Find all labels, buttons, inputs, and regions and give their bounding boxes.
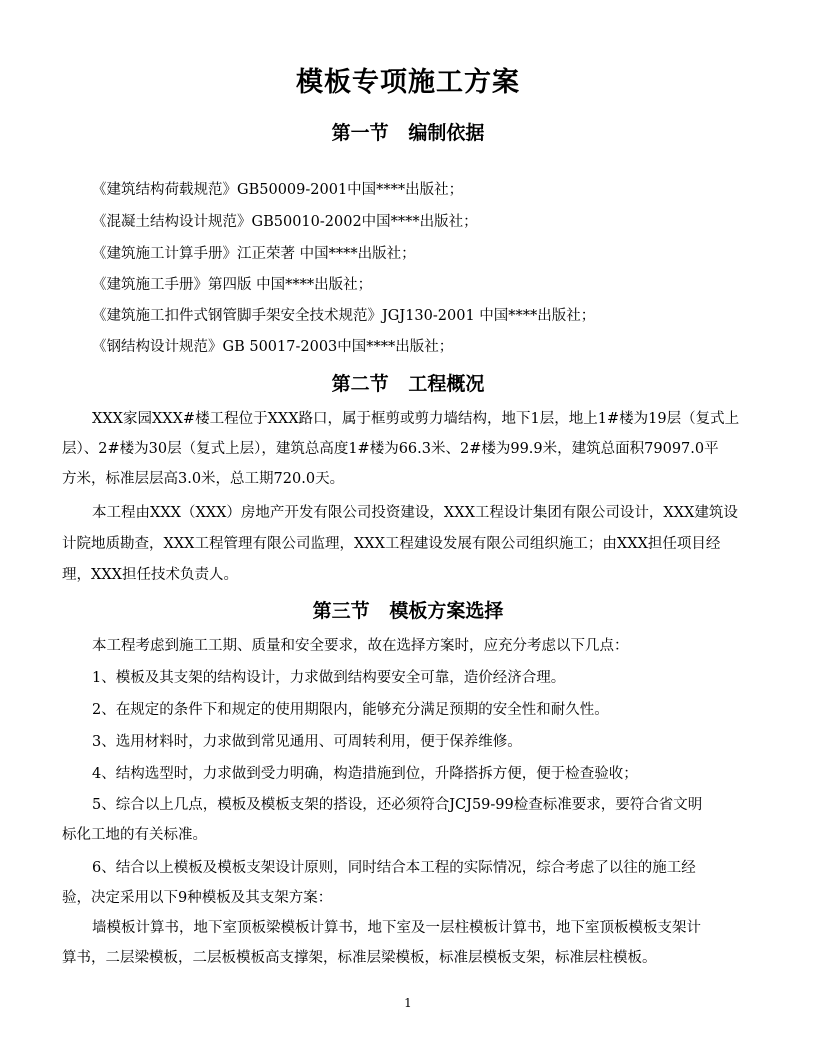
reference-item: 《钢结构设计规范》GB 50017-2003中国****出版社；	[92, 339, 454, 355]
overview-paragraph-line: XXX家园XXX#楼工程位于XXX路口，属于框剪或剪力墙结构，地下1层，地上1#楼为19层（复式上	[92, 411, 740, 427]
reference-item: 《建筑结构荷载规范》GB50009-2001中国****出版社；	[92, 182, 464, 198]
section-heading-overview: 第二节 工程概况	[331, 373, 485, 395]
plan-point: 3、选用材料时，力求做到常见通用、可周转利用，便于保养维修。	[92, 734, 522, 750]
reference-item: 《建筑施工扣件式钢管脚手架安全技术规范》JGJ130-2001 中国****出版社；	[92, 308, 596, 324]
overview-paragraph-line: 层）、2#楼为30层（复式上层），建筑总高度1#楼为66.3米、2#楼为99.9米，建筑总面积79097.0平	[62, 441, 719, 457]
reference-item: 《混凝土结构设计规范》GB50010-2002中国****出版社；	[92, 214, 478, 230]
overview-paragraph-line: 理，XXX担任技术负责人。	[62, 567, 238, 583]
plan-intro: 本工程考虑到施工工期、质量和安全要求，故在选择方案时，应充分考虑以下几点：	[92, 638, 629, 654]
overview-paragraph-line: 本工程由XXX（XXX）房地产开发有限公司投资建设，XXX工程设计集团有限公司设计，XXX建筑设	[92, 505, 738, 521]
plan-point: 2、在规定的条件下和规定的使用期限内，能够充分满足预期的安全性和耐久性。	[92, 702, 609, 718]
overview-paragraph-line: 方米，标准层层高3.0米，总工期720.0天。	[62, 471, 345, 487]
plan-point: 4、结构选型时，力求做到受力明确，构造措施到位，升降搭拆方便，便于检查验收；	[92, 766, 638, 782]
plan-list-line: 墙模板计算书，地下室顶板梁模板计算书，地下室及一层柱模板计算书，地下室顶板模板支架计	[92, 920, 701, 936]
section-heading-plan-selection: 第三节 模板方案选择	[312, 600, 504, 622]
page-number: 1	[404, 996, 412, 1010]
plan-point: 5、综合以上几点，模板及模板支架的搭设，还必须符合JCJ59-99检查标准要求，要符合省文明	[92, 797, 703, 813]
document-title: 模板专项施工方案	[296, 67, 520, 98]
reference-item: 《建筑施工计算手册》江正荣著 中国****出版社；	[92, 246, 416, 262]
section-heading-basis: 第一节 编制依据	[331, 122, 485, 144]
plan-list-line: 算书，二层梁模板，二层板模板高支撑架，标准层梁模板，标准层模板支架，标准层柱模板。	[62, 950, 657, 966]
overview-paragraph-line: 计院地质勘查，XXX工程管理有限公司监理，XXX工程建设发展有限公司组织施工；由XXX担任项目经	[62, 536, 721, 552]
reference-item: 《建筑施工手册》第四版 中国****出版社；	[92, 277, 373, 293]
plan-point: 1、模板及其支架的结构设计，力求做到结构要安全可靠，造价经济合理。	[92, 670, 566, 686]
plan-point: 验，决定采用以下9种模板及其支架方案：	[62, 890, 333, 906]
plan-point: 标化工地的有关标准。	[62, 827, 207, 843]
plan-point: 6、结合以上模板及模板支架设计原则，同时结合本工程的实际情况，综合考虑了以往的施工经	[92, 860, 696, 876]
